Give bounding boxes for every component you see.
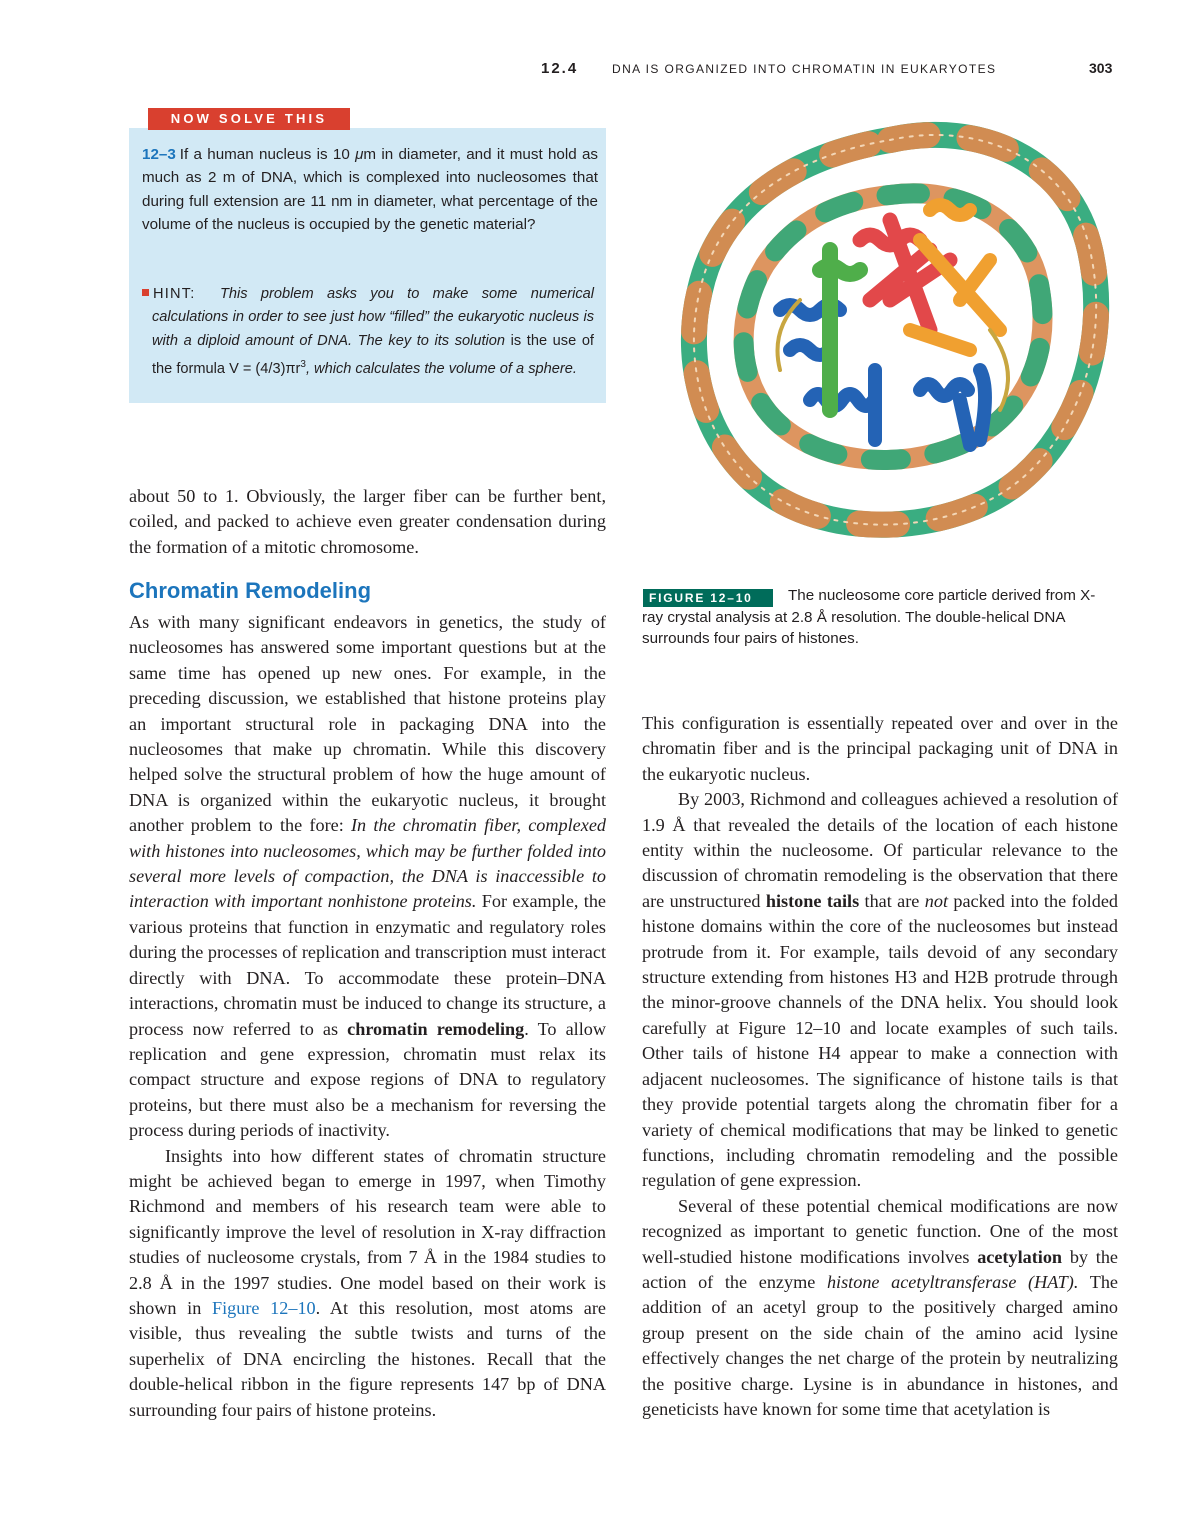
- hint-formula: V = (4/3)πr: [229, 361, 301, 378]
- right-paragraph-3: [642, 1194, 1118, 1423]
- histone-core: [778, 205, 1009, 445]
- right-p2-italic: not: [924, 890, 949, 911]
- hint-bullet-icon: [142, 289, 149, 296]
- section-heading: Chromatin Remodeling: [129, 578, 372, 603]
- section-title: DNA IS ORGANIZED INTO CHROMATIN IN EUKARYOTES: [612, 62, 997, 76]
- hint-block: [142, 283, 594, 382]
- now-solve-this-label: NOW SOLVE THIS: [148, 108, 350, 130]
- nucleosome-figure: [660, 100, 1120, 550]
- hint-text-1: This problem asks you to make some numerical calculations in order to see just how “filled” the eukaryotic nucleus is with a diploid amount of DNA. The key to its solution: [152, 286, 594, 349]
- right-p2-b: that are: [859, 890, 925, 911]
- left-paragraph-2: [129, 1144, 606, 1423]
- histone-red-helix: [860, 220, 950, 330]
- right-p3-b: by the action of the enzyme: [642, 1246, 1118, 1292]
- hint-text-2: is the use of the formula: [152, 332, 594, 378]
- right-p2-a: By 2003, Richmond and colleagues achieved a resolution of 1.9 Å that revealed the details of the location of each histone entity within the nucleosome. Of particular relevance to the discussion of chromatin remodeling is the observation that there are unstructured: [642, 789, 1118, 911]
- term-chromatin-remodeling: chromatin remodeling: [347, 1018, 525, 1039]
- problem-part-1: If a human nucleus is 10: [179, 146, 356, 163]
- problem-number: 12–3: [142, 146, 176, 163]
- running-header: [0, 60, 1200, 80]
- term-acetylation: acetylation: [977, 1246, 1063, 1267]
- figure-reference-link[interactable]: Figure 12–10: [212, 1297, 316, 1318]
- left-p1-b: For example, the various proteins that function in enzymatic and regulatory roles during the processes of replication and transcription must interact directly with DNA. To accommodate these protein–DNA interactions, chromatin must be induced to change its structure, a process now referred to as: [129, 891, 606, 1039]
- hint-label: HINT:: [153, 286, 196, 302]
- left-paragraph-1: [129, 610, 606, 1144]
- histone-blue-helix-3: [920, 370, 985, 445]
- right-paragraph-1: This configuration is essentially repeated over and over in the chromatin fiber and is the principal packaging unit of DNA in the eukaryotic nucleus.: [642, 713, 1118, 784]
- problem-text: [142, 143, 598, 237]
- figure-label: FIGURE 12–10: [643, 589, 773, 607]
- left-p1-italic: In the chromatin fiber, complexed with histones into nucleosomes, which may be further folded into several more levels of compaction, the DNA is inaccessible to interaction with important nonhistone proteins.: [129, 815, 606, 912]
- dna-superhelix: [694, 135, 1096, 525]
- hint-text-3: , which calculates the volume of a sphere.: [305, 361, 577, 378]
- problem-part-2: m in diameter, and it must hold as much as 2 m of DNA, which is complexed into nucleosomes that during full extension are 11 nm in diameter, what percentage of the volume of the nucleus is occupied by the genetic material?: [142, 146, 599, 234]
- problem-mu-symbol: μ: [355, 146, 364, 163]
- right-paragraph-2: [642, 787, 1118, 1194]
- left-p1-a: As with many significant endeavors in genetics, the study of nucleosomes has answered some important questions but at the same time has opened up new ones. For example, in the preceding discussion, we established that histone proteins play an important structural role in packaging DNA into the nucleosomes that make up chromatin. While this discovery helped solve the structural problem of how the huge amount of DNA is organized within the eukaryotic nucleus, it brought another problem to the fore:: [129, 612, 606, 836]
- now-solve-this-box: [129, 128, 606, 403]
- histone-green-helix: [820, 250, 860, 410]
- hint-formula-exponent: 3: [300, 359, 306, 371]
- left-p2-a: Insights into how different states of chromatin structure might be achieved began to emerge in 1997, when Timothy Richmond and members of his research team were able to significantly improve the level of resolution in X-ray diffraction studies of nucleosome crystals, from 7 Å in the 1984 studies to 2.8 Å in the 1997 studies. One model based on their work is shown in: [129, 1145, 606, 1318]
- right-p3-c: The addition of an acetyl group to the positively charged amino group present on the side chain of the amino acid lysine effectively changes the net charge of the protein by neutralizing the positive charge. Lysine is in abundance in histones, and geneticists have known for some time that acetylation is: [642, 1271, 1118, 1419]
- left-p2-b: . At this resolution, most atoms are visible, thus revealing the subtle twists and turns of the superhelix of DNA encircling the histones. Recall that the double-helical ribbon in the figure represents 147 bp of DNA surrounding four pairs of histone proteins.: [129, 1297, 606, 1420]
- right-p3-italic: histone acetyltransferase (HAT).: [826, 1271, 1079, 1292]
- figure-caption: [642, 585, 1112, 650]
- histone-blue-helix-2: [810, 370, 875, 440]
- hint-body: [142, 283, 594, 381]
- right-p2-c: packed into the folded histone domains within the core of the nucleosomes but instead protrude from it. For example, tails devoid of any secondary structure extending from histones H3 and H2B protrude through the minor-groove channels of the DNA helix. You should look carefully at Figure 12–10 and locate examples of such tails. Other tails of histone H4 appear to make a connection with adjacent nucleosomes. The significance of histone tails is that they provide potential targets along the chromatin fiber for a variety of chemical modifications that may be linked to genetic functions, including chromatin remodeling and the possible regulation of gene expression.: [642, 890, 1118, 1191]
- left-column-body: [129, 610, 606, 1423]
- right-p3-a: Several of these potential chemical modifications are now recognized as important to genetic function. One of the most well-studied histone modifications involves: [642, 1195, 1118, 1267]
- right-column-body: [642, 711, 1118, 1422]
- section-number: 12.4: [541, 60, 579, 77]
- caption-text: The nucleosome core particle derived from X-ray crystal analysis at 2.8 Å resolution. The double-helical DNA surrounds four pairs of histones.: [642, 587, 1096, 647]
- term-histone-tails: histone tails: [765, 890, 860, 911]
- left-column-intro: [129, 484, 606, 560]
- left-p1-c: . To allow replication and gene expression, chromatin must relax its compact structure and expose regions of DNA to regulatory proteins, but there must also be a mechanism for reversing the process during periods of inactivity.: [129, 1018, 606, 1141]
- page-number: 303: [1089, 60, 1113, 76]
- intro-paragraph: about 50 to 1. Obviously, the larger fiber can be further bent, coiled, and packed to achieve even greater condensation during the formation of a mitotic chromosome.: [129, 486, 606, 557]
